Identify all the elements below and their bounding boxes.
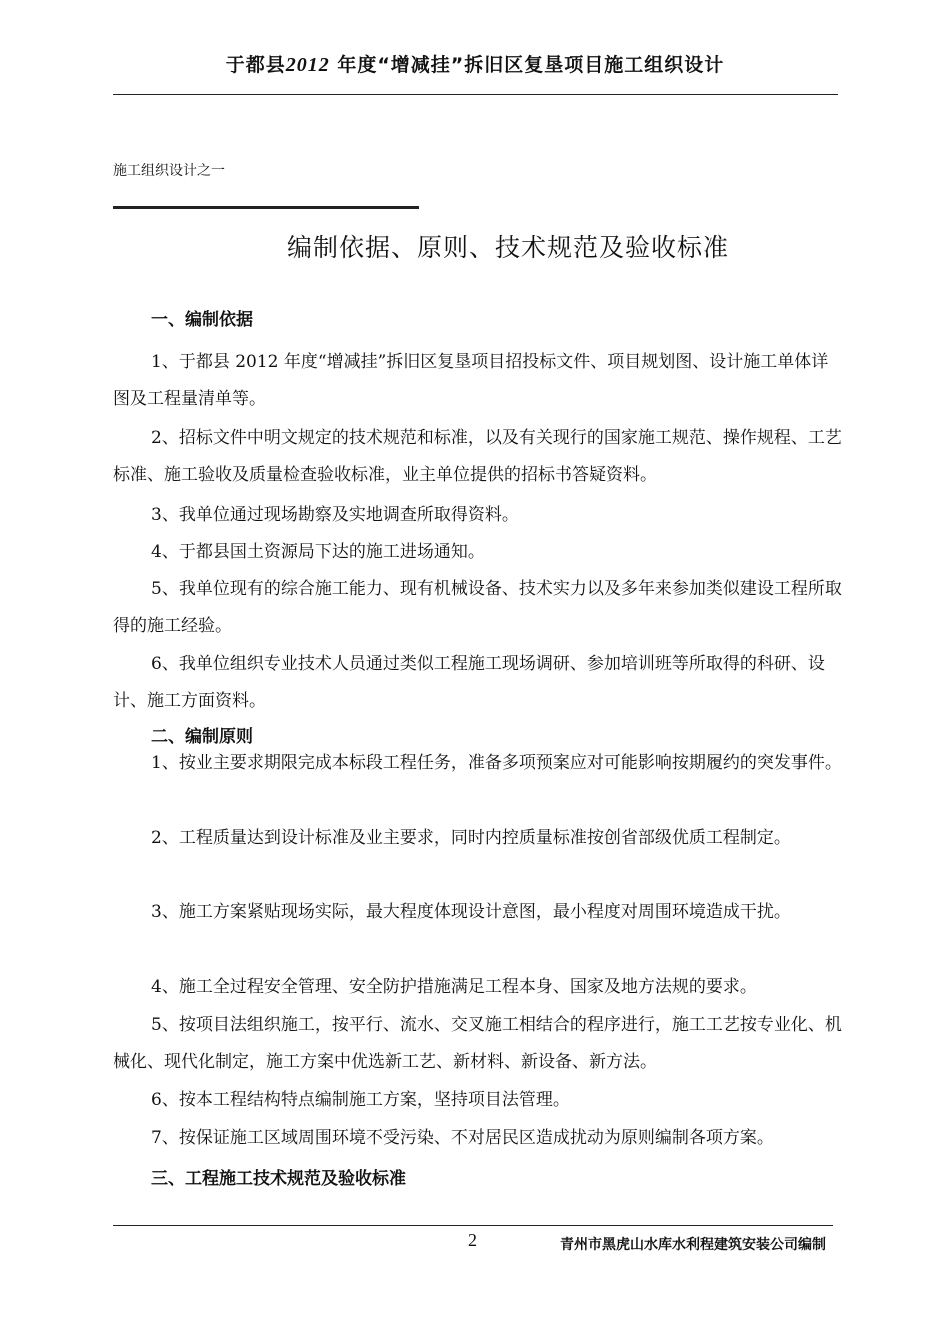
principle-item-7: 7、按保证施工区域周围环境不受污染、不对居民区造成扰动为原则编制各项方案。 [151, 1128, 774, 1148]
principle-item-4: 4、施工全过程安全管理、安全防护措施满足工程本身、国家及地方法规的要求。 [151, 977, 757, 997]
basis-item-6: 6、我单位组织专业技术人员通过类似工程施工现场调研、参加培训班等所取得的科研、设计、施工方面资料。 [113, 654, 825, 711]
header-title-year: 2012 [285, 54, 330, 76]
section-heading-basis: 一、编制依据 [151, 310, 253, 330]
document-title: 编制依据、原则、技术规范及验收标准 [287, 233, 730, 262]
footer-organization: 青州市黑虎山水库水利程建筑安装公司编制 [560, 1237, 826, 1253]
header-rule [113, 94, 838, 95]
series-label: 施工组织设计之一 [113, 163, 225, 179]
section-heading-principles: 二、编制原则 [151, 727, 253, 747]
principle-item-3: 3、施工方案紧贴现场实际，最大程度体现设计意图，最小程度对周围环境造成干扰。 [151, 902, 791, 922]
header-title-pre: 于都县 [225, 54, 286, 76]
basis-item-3: 3、我单位通过现场勘察及实地调查所取得资料。 [151, 505, 519, 525]
page-number: 2 [468, 1230, 477, 1250]
basis-item-1: 1、于都县 2012 年度“增减挂”拆旧区复垦项目招投标文件、项目规划图、设计施工单体详图及工程量清单等。 [113, 352, 829, 409]
title-accent-rule [113, 206, 419, 209]
section-heading-standards: 三、工程施工技术规范及验收标准 [151, 1169, 406, 1189]
basis-item-4: 4、于都县国土资源局下达的施工进场通知。 [151, 542, 485, 562]
principle-item-2: 2、工程质量达到设计标准及业主要求，同时内控质量标准按创省部级优质工程制定。 [151, 828, 791, 848]
basis-item-2: 2、招标文件中明文规定的技术规范和标准，以及有关现行的国家施工规范、操作规程、工艺标准、施工验收及质量检查验收标准，业主单位提供的招标书答疑资料。 [113, 428, 842, 485]
header-title [0, 50, 950, 77]
footer-rule [113, 1225, 833, 1226]
basis-item-5: 5、我单位现有的综合施工能力、现有机械设备、技术实力以及多年来参加类似建设工程所取得的施工经验。 [113, 579, 842, 636]
principle-item-1: 1、按业主要求期限完成本标段工程任务，准备多项预案应对可能影响按期履约的突发事件。 [151, 753, 842, 773]
principle-item-5: 5、按项目法组织施工，按平行、流水、交叉施工相结合的程序进行，施工工艺按专业化、机械化、现代化制定，施工方案中优选新工艺、新材料、新设备、新方法。 [113, 1015, 842, 1072]
principle-item-6: 6、按本工程结构特点编制施工方案，坚持项目法管理。 [151, 1090, 570, 1110]
header-title-post: 年度“增减挂”拆旧区复垦项目施工组织设计 [329, 54, 725, 76]
